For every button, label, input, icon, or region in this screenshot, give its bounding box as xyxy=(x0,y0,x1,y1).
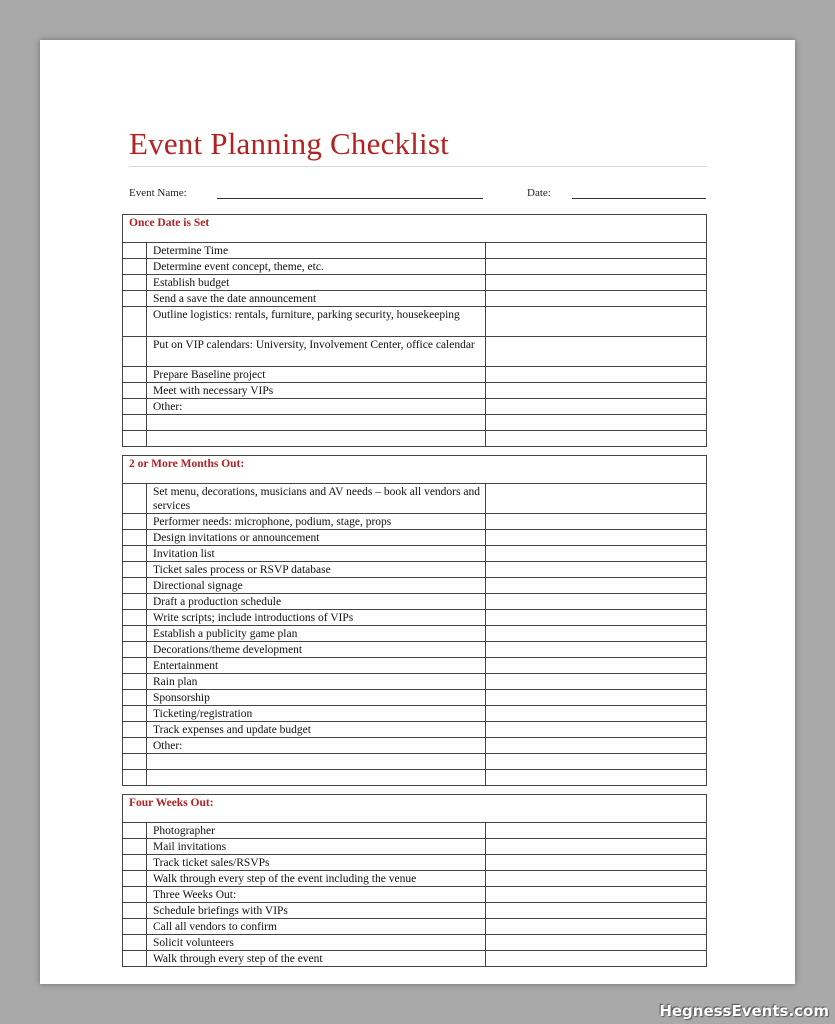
checkbox-cell[interactable] xyxy=(123,887,147,902)
checklist-sections xyxy=(122,214,707,975)
notes-cell[interactable] xyxy=(486,383,706,398)
checklist-row xyxy=(123,855,706,871)
checklist-section xyxy=(122,794,707,967)
notes-cell[interactable] xyxy=(486,431,706,446)
task-text: Prepare Baseline project xyxy=(147,367,486,382)
checkbox-cell[interactable] xyxy=(123,383,147,398)
task-text: Ticket sales process or RSVP database xyxy=(147,562,486,577)
task-text: Photographer xyxy=(147,823,486,838)
checkbox-cell[interactable] xyxy=(123,275,147,290)
checklist-row xyxy=(123,431,706,447)
checkbox-cell[interactable] xyxy=(123,415,147,430)
task-text: Write scripts; include introductions of VIPs xyxy=(147,610,486,625)
checklist-row xyxy=(123,594,706,610)
checklist-row xyxy=(123,243,706,259)
checklist-row xyxy=(123,275,706,291)
notes-cell[interactable] xyxy=(486,275,706,290)
checklist-section xyxy=(122,214,707,447)
checkbox-cell[interactable] xyxy=(123,337,147,366)
checklist-row xyxy=(123,562,706,578)
checklist-row xyxy=(123,951,706,967)
notes-cell[interactable] xyxy=(486,291,706,306)
checkbox-cell[interactable] xyxy=(123,871,147,886)
notes-cell[interactable] xyxy=(486,706,706,721)
section-heading: Once Date is Set xyxy=(123,215,706,243)
checklist-row xyxy=(123,337,706,367)
checkbox-cell[interactable] xyxy=(123,935,147,950)
page-title: Event Planning Checklist xyxy=(129,126,449,161)
notes-cell[interactable] xyxy=(486,259,706,274)
checkbox-cell[interactable] xyxy=(123,562,147,577)
notes-cell[interactable] xyxy=(486,642,706,657)
task-text: Send a save the date announcement xyxy=(147,291,486,306)
checklist-row xyxy=(123,919,706,935)
checklist-row xyxy=(123,484,706,514)
checklist-section xyxy=(122,455,707,786)
notes-cell[interactable] xyxy=(486,871,706,886)
notes-cell[interactable] xyxy=(486,658,706,673)
task-text: Establish budget xyxy=(147,275,486,290)
checklist-row xyxy=(123,738,706,754)
task-text: Other: xyxy=(147,399,486,414)
notes-cell[interactable] xyxy=(486,770,706,785)
checkbox-cell[interactable] xyxy=(123,738,147,753)
checkbox-cell[interactable] xyxy=(123,484,147,513)
date-label: Date: xyxy=(527,187,551,199)
checkbox-cell[interactable] xyxy=(123,578,147,593)
checklist-row xyxy=(123,546,706,562)
notes-cell[interactable] xyxy=(486,951,706,966)
notes-cell[interactable] xyxy=(486,578,706,593)
notes-cell[interactable] xyxy=(486,415,706,430)
checklist-row xyxy=(123,530,706,546)
notes-cell[interactable] xyxy=(486,399,706,414)
checkbox-cell[interactable] xyxy=(123,291,147,306)
checkbox-cell[interactable] xyxy=(123,307,147,336)
checkbox-cell[interactable] xyxy=(123,642,147,657)
checkbox-cell[interactable] xyxy=(123,626,147,641)
task-text: Ticketing/registration xyxy=(147,706,486,721)
notes-cell[interactable] xyxy=(486,484,706,513)
task-text: Set menu, decorations, musicians and AV needs – book all vendors and services xyxy=(147,484,486,513)
checkbox-cell[interactable] xyxy=(123,855,147,870)
checkbox-cell[interactable] xyxy=(123,259,147,274)
notes-cell[interactable] xyxy=(486,514,706,529)
task-text xyxy=(147,415,486,430)
task-text: Decorations/theme development xyxy=(147,642,486,657)
checkbox-cell[interactable] xyxy=(123,839,147,854)
checklist-row xyxy=(123,690,706,706)
task-text: Determine Time xyxy=(147,243,486,258)
notes-cell[interactable] xyxy=(486,626,706,641)
notes-cell[interactable] xyxy=(486,935,706,950)
checklist-row xyxy=(123,383,706,399)
checklist-row xyxy=(123,259,706,275)
checklist-row xyxy=(123,935,706,951)
task-text: Rain plan xyxy=(147,674,486,689)
notes-cell[interactable] xyxy=(486,839,706,854)
task-text: Determine event concept, theme, etc. xyxy=(147,259,486,274)
checkbox-cell[interactable] xyxy=(123,754,147,769)
checklist-row xyxy=(123,367,706,383)
checklist-row xyxy=(123,871,706,887)
checkbox-cell[interactable] xyxy=(123,951,147,966)
checklist-row xyxy=(123,839,706,855)
notes-cell[interactable] xyxy=(486,823,706,838)
checkbox-cell[interactable] xyxy=(123,399,147,414)
task-text: Walk through every step of the event xyxy=(147,951,486,966)
section-heading: Four Weeks Out: xyxy=(123,795,706,823)
checkbox-cell[interactable] xyxy=(123,243,147,258)
checklist-row xyxy=(123,514,706,530)
checklist-row xyxy=(123,823,706,839)
task-text: Call all vendors to confirm xyxy=(147,919,486,934)
notes-cell[interactable] xyxy=(486,337,706,366)
task-text: Invitation list xyxy=(147,546,486,561)
checklist-row xyxy=(123,399,706,415)
task-text: Track ticket sales/RSVPs xyxy=(147,855,486,870)
task-text xyxy=(147,770,486,785)
checklist-row xyxy=(123,770,706,786)
task-text: Track expenses and update budget xyxy=(147,722,486,737)
task-text: Directional signage xyxy=(147,578,486,593)
task-text: Schedule briefings with VIPs xyxy=(147,903,486,918)
notes-cell[interactable] xyxy=(486,674,706,689)
task-text: Three Weeks Out: xyxy=(147,887,486,902)
notes-cell[interactable] xyxy=(486,530,706,545)
checkbox-cell[interactable] xyxy=(123,903,147,918)
checkbox-cell[interactable] xyxy=(123,823,147,838)
checkbox-cell[interactable] xyxy=(123,770,147,785)
checklist-row xyxy=(123,658,706,674)
task-text: Performer needs: microphone, podium, stage, props xyxy=(147,514,486,529)
checklist-row xyxy=(123,610,706,626)
notes-cell[interactable] xyxy=(486,722,706,737)
notes-cell[interactable] xyxy=(486,562,706,577)
notes-cell[interactable] xyxy=(486,307,706,336)
event-name-field[interactable] xyxy=(217,198,483,199)
checklist-row xyxy=(123,578,706,594)
section-heading: 2 or More Months Out: xyxy=(123,456,706,484)
task-text: Draft a production schedule xyxy=(147,594,486,609)
checkbox-cell[interactable] xyxy=(123,722,147,737)
checklist-row xyxy=(123,887,706,903)
checklist-row xyxy=(123,415,706,431)
checkbox-cell[interactable] xyxy=(123,690,147,705)
task-text xyxy=(147,754,486,769)
checklist-row xyxy=(123,903,706,919)
task-text: Mail invitations xyxy=(147,839,486,854)
checkbox-cell[interactable] xyxy=(123,674,147,689)
task-text: Sponsorship xyxy=(147,690,486,705)
notes-cell[interactable] xyxy=(486,690,706,705)
notes-cell[interactable] xyxy=(486,610,706,625)
task-text: Other: xyxy=(147,738,486,753)
notes-cell[interactable] xyxy=(486,367,706,382)
checklist-row xyxy=(123,626,706,642)
checkbox-cell[interactable] xyxy=(123,546,147,561)
notes-cell[interactable] xyxy=(486,546,706,561)
checkbox-cell[interactable] xyxy=(123,658,147,673)
notes-cell[interactable] xyxy=(486,594,706,609)
checklist-row xyxy=(123,642,706,658)
notes-cell[interactable] xyxy=(486,903,706,918)
checkbox-cell[interactable] xyxy=(123,367,147,382)
notes-cell[interactable] xyxy=(486,754,706,769)
checkbox-cell[interactable] xyxy=(123,706,147,721)
event-name-label: Event Name: xyxy=(129,187,187,199)
title-divider xyxy=(129,166,707,167)
task-text: Meet with necessary VIPs xyxy=(147,383,486,398)
task-text: Design invitations or announcement xyxy=(147,530,486,545)
task-text: Put on VIP calendars: University, Involvement Center, office calendar xyxy=(147,337,486,366)
notes-cell[interactable] xyxy=(486,243,706,258)
notes-cell[interactable] xyxy=(486,919,706,934)
checkbox-cell[interactable] xyxy=(123,610,147,625)
checklist-row xyxy=(123,722,706,738)
task-text xyxy=(147,431,486,446)
notes-cell[interactable] xyxy=(486,887,706,902)
date-field[interactable] xyxy=(572,198,706,199)
watermark: HegnessEvents.com xyxy=(659,1002,829,1020)
document-page xyxy=(40,40,795,984)
checklist-row xyxy=(123,674,706,690)
task-text: Outline logistics: rentals, furniture, parking security, housekeeping xyxy=(147,307,486,336)
task-text: Walk through every step of the event including the venue xyxy=(147,871,486,886)
checkbox-cell[interactable] xyxy=(123,514,147,529)
checkbox-cell[interactable] xyxy=(123,594,147,609)
checklist-row xyxy=(123,307,706,337)
notes-cell[interactable] xyxy=(486,855,706,870)
checklist-row xyxy=(123,754,706,770)
task-text: Entertainment xyxy=(147,658,486,673)
checkbox-cell[interactable] xyxy=(123,919,147,934)
task-text: Establish a publicity game plan xyxy=(147,626,486,641)
checklist-row xyxy=(123,291,706,307)
notes-cell[interactable] xyxy=(486,738,706,753)
checkbox-cell[interactable] xyxy=(123,530,147,545)
task-text: Solicit volunteers xyxy=(147,935,486,950)
checklist-row xyxy=(123,706,706,722)
checkbox-cell[interactable] xyxy=(123,431,147,446)
